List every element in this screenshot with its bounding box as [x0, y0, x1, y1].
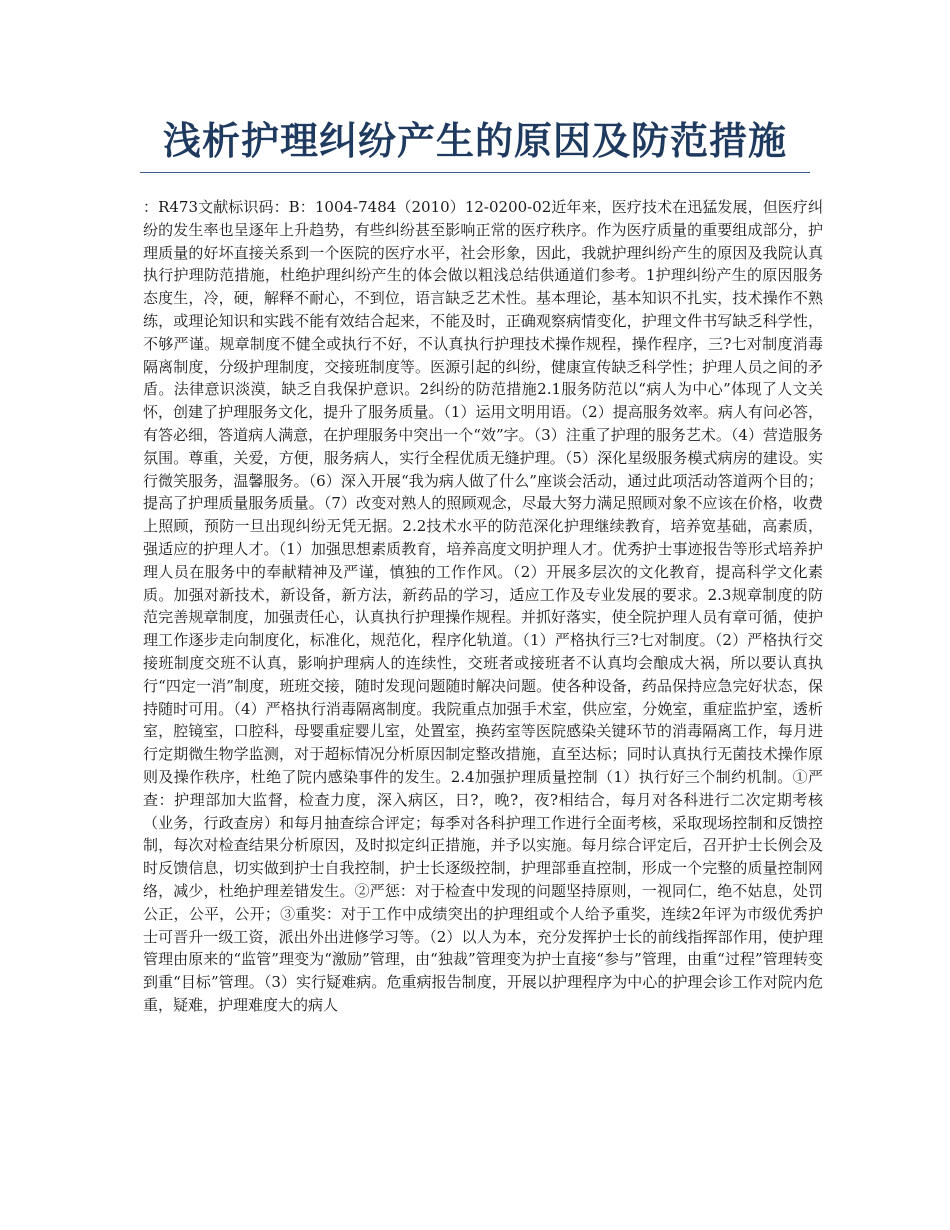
document-title: 浅析护理纠纷产生的原因及防范措施 — [162, 119, 787, 163]
title-underline — [140, 172, 810, 173]
document-body: ：R473文献标识码：B：1004-7484（2010）12-0200-02近年来，医疗技术在迅猛发展，但医疗纠纷的发生率也呈逐年上升趋势，有些纠纷甚至影响正常的医疗秩序。作为医疗质量的重要组成部分，护理质量的好坏直接关系到一个医院的医疗水平，社会形象，因此，我就护理纠纷产生的原因及我院认真执行护理防范措施，杜绝护理纠纷产生的体会做以粗浅总结供通道们参考。1护理纠纷产生的原因服务态度生，冷，硬，解释不耐心，不到位，语言缺乏艺术性。基本理论，基本知识不扎实，技术操作不熟练，或理论知识和实践不能有效结合起来，不能及时，正确观察病情变化，护理文件书写缺乏科学性，不够严谨。规章制度不健全或执行不好，不认真执行护理技术操作规程，操作程序，三?七对制度消毒隔离制度，分级护理制度，交接班制度等。医源引起的纠纷，健康宣传缺乏科学性；护理人员之间的矛盾。法律意识淡漠，缺乏自我保护意识。2纠纷的防范措施2.1服务防范以“病人为中心”体现了人文关怀，创建了护理服务文化，提升了服务质量。（1）运用文明用语。（2）提高服务效率。病人有问必答，有答必细，答道病人满意，在护理服务中突出一个“效”字。（3）注重了护理的服务艺术。（4）营造服务氛围。尊重，关爱，方便，服务病人，实行全程优质无缝护理。（5）深化星级服务模式病房的建设。实行微笑服务，温馨服务。（6）深入开展“我为病人做了什么”座谈会活动，通过此项活动答道两个目的；提高了护理质量服务质量。（7）改变对熟人的照顾观念，尽最大努力满足照顾对象不应该在价格，收费上照顾，预防一旦出现纠纷无凭无据。2.2技术水平的防范深化护理继续教育，培养宽基础，高素质，强适应的护理人才。（1）加强思想素质教育，培养高度文明护理人才。优秀护士事迹报告等形式培养护理人员在服务中的奉献精神及严谨，慎独的工作作风。（2）开展多层次的文化教育，提高科学文化素质。加强对新技术，新设备，新方法，新药品的学习，适应工作及专业发展的要求。2.3规章制度的防范完善规章制度，加强责任心，认真执行护理操作规程。并抓好落实，使全院护理人员有章可循，使护理工作逐步走向制度化，标准化，规范化，程序化轨道。（1）严格执行三?七对制度。（2）严格执行交接班制度交班不认真，影响护理病人的连续性，交班者或接班者不认真均会酿成大祸，所以要认真执行“四定一消”制度，班班交接，随时发现问题随时解决问题。使各种设备，药品保持应急完好状态，保持随时可用。（4）严格执行消毒隔离制度。我院重点加强手术室，供应室，分娩室，重症监护室，透析室，腔镜室，口腔科，母婴重症婴儿室，处置室，换药室等医院感染关键环节的消毒隔离工作，每月进行定期微生物学监测，对于超标情况分析原因制定整改措施，直至达标；同时认真执行无菌技术操作原则及操作秩序，杜绝了院内感染事件的发生。2.4加强护理质量控制（1）执行好三个制约机制。①严查：护理部加大监督，检查力度，深入病区，日?，晚?，夜?相结合，每月对各科进行二次定期考核（业务，行政查房）和每月抽查综合评定；每季对各科护理工作进行全面考核，采取现场控制和反馈控制，每次对检查结果分析原因，及时拟定纠正措施，并予以实施。每月综合评定后，召开护士长例会及时反馈信息，切实做到护士自我控制，护士长逐级控制，护理部垂直控制，形成一个完整的质量控制网络，减少，杜绝护理差错发生。②严惩：对于检查中发现的问题坚持原则，一视同仁，绝不姑息，处罚公正，公平，公开；③重奖：对于工作中成绩突出的护理组或个人给予重奖，连续2年评为市级优秀护士可晋升一级工资，派出外出进修学习等。（2）以人为本，充分发挥护士长的前线指挥部作用，使护理管理由原来的“监管”理变为“激励”管理，由“独裁”管理变为护士直接“参与”管理，由重“过程”管理转变到重“目标”管理。（3）实行疑难病。危重病报告制度，开展以护理程序为中心的护理会诊工作对院内危重，疑难，护理难度大的病人 — [143, 198, 823, 1014]
